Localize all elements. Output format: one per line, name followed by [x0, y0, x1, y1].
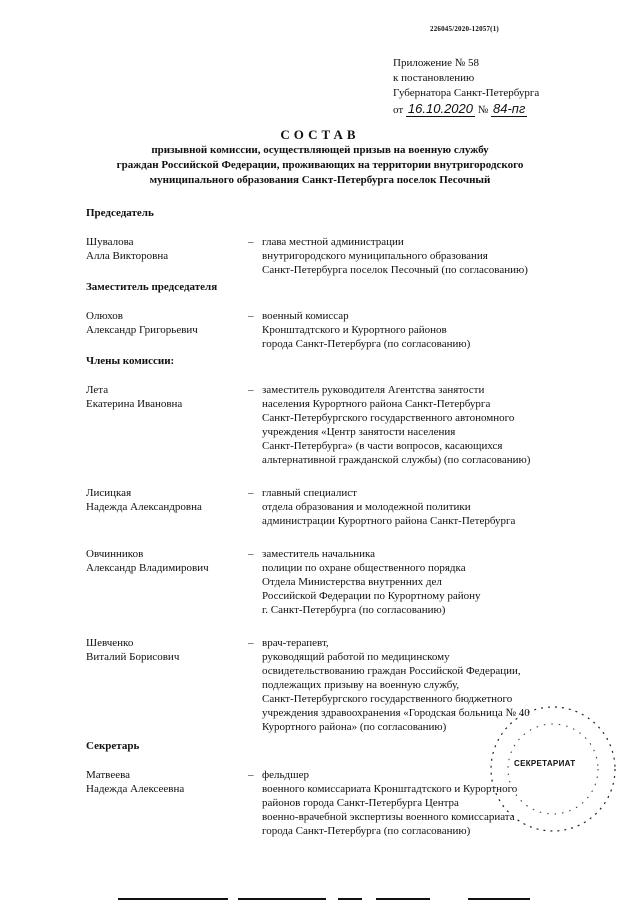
position-line: Санкт-Петербурга» (в части вопросов, касающихся	[262, 440, 503, 452]
person-position	[262, 486, 592, 528]
position-line: Отдела Министерства внутренних дел	[262, 576, 442, 588]
dash: –	[248, 548, 254, 560]
person-given-name: Виталий Борисович	[86, 651, 180, 663]
person-name	[86, 309, 198, 337]
stamp-label: СЕКРЕТАРИАТ	[514, 759, 576, 768]
position-line: Курортного района» (по согласованию)	[262, 721, 447, 733]
document-number: 226045/2020-12057(1)	[430, 25, 499, 33]
person-given-name: Надежда Александровна	[86, 501, 202, 513]
number-prefix: №	[477, 104, 489, 116]
position-line: Кронштадтского и Курортного районов	[262, 324, 447, 336]
person-given-name: Алла Викторовна	[86, 250, 169, 262]
position-line: врач-терапевт,	[262, 637, 329, 649]
appendix-block	[393, 56, 539, 118]
person-surname: Лета	[86, 384, 109, 396]
position-line: заместитель начальника	[262, 548, 376, 560]
position-line: Российской Федерации по Курортному району	[262, 590, 481, 602]
position-line: районов города Санкт-Петербурга Центра	[262, 797, 459, 809]
appendix-line: Губернатора Санкт-Петербурга	[393, 87, 540, 99]
position-line: военного комиссариата Кронштадтского и Курортного	[262, 783, 518, 795]
person-name	[86, 383, 182, 411]
dash: –	[248, 310, 254, 322]
position-line: руководящий работой по медицинскому	[262, 651, 450, 663]
position-line: полиции по охране общественного порядка	[262, 562, 466, 574]
person-name	[86, 235, 168, 263]
footer-rule	[118, 898, 228, 900]
position-line: Санкт-Петербурга поселок Песочный (по согласованию)	[262, 264, 528, 276]
position-line: администрации Курортного района Санкт-Петербурга	[262, 515, 516, 527]
position-line: фельдшер	[262, 769, 309, 781]
footer-rule	[468, 898, 530, 900]
subtitle-line: граждан Российской Федерации, проживающих на территории внутригородского	[116, 159, 524, 171]
position-line: г. Санкт-Петербурга (по согласованию)	[262, 604, 446, 616]
position-line: внутригородского муниципального образования	[262, 250, 488, 262]
subtitle-line: муниципального образования Санкт-Петербурга поселок Песочный	[149, 174, 491, 186]
person-given-name: Екатерина Ивановна	[86, 398, 183, 410]
person-given-name: Надежда Алексеевна	[86, 783, 185, 795]
appendix-line: Приложение № 58	[393, 57, 480, 69]
date-prefix: от	[393, 104, 404, 116]
position-line: военный комиссар	[262, 310, 349, 322]
person-name	[86, 768, 184, 796]
position-line: населения Курортного района Санкт-Петербурга	[262, 398, 491, 410]
position-line: Санкт-Петербургского государственного автономного	[262, 412, 515, 424]
subtitle-line: призывной комиссии, осуществляющей призыв на военную службу	[151, 144, 489, 156]
document-title: СОСТАВ	[280, 127, 360, 142]
position-line: военно-врачебной экспертизы военного комиссариата	[262, 811, 515, 823]
person-surname: Овчинников	[86, 548, 144, 560]
person-surname: Лисицкая	[86, 487, 132, 499]
dash: –	[248, 769, 254, 781]
person-surname: Олюхов	[86, 310, 123, 322]
position-line: альтернативной гражданской службы) (по согласованию)	[262, 454, 531, 466]
position-line: заместитель руководителя Агентства занятости	[262, 384, 485, 396]
person-position	[262, 383, 592, 467]
section-members: Члены комиссии:	[86, 355, 175, 367]
person-name	[86, 486, 202, 514]
footer-rule	[238, 898, 326, 900]
person-given-name: Александр Владимирович	[86, 562, 209, 574]
position-line: учреждения здравоохранения «Городская больница № 40	[262, 707, 530, 719]
document-subtitle	[60, 143, 580, 188]
position-line: города Санкт-Петербурга (по согласованию)	[262, 825, 471, 837]
footer-rule	[376, 898, 430, 900]
section-chairman: Председатель	[86, 207, 154, 219]
person-name	[86, 636, 179, 664]
position-line: главный специалист	[262, 487, 357, 499]
position-line: глава местной администрации	[262, 236, 404, 248]
footer-rule	[338, 898, 362, 900]
person-position	[262, 547, 592, 617]
person-surname: Шувалова	[86, 236, 134, 248]
position-line: освидетельствованию граждан Российской Федерации,	[262, 665, 521, 677]
person-position	[262, 235, 592, 277]
dash: –	[248, 236, 254, 248]
position-line: отдела образования и молодежной политики	[262, 501, 471, 513]
person-given-name: Александр Григорьевич	[86, 324, 198, 336]
dash: –	[248, 637, 254, 649]
appendix-line: к постановлению	[393, 72, 475, 84]
section-secretary: Секретарь	[86, 740, 140, 752]
position-line: учреждения «Центр занятости населения	[262, 426, 456, 438]
section-deputy: Заместитель председателя	[86, 281, 218, 293]
position-line: Санкт-Петербургского государственного бюджетного	[262, 693, 513, 705]
position-line: города Санкт-Петербурга (по согласованию)	[262, 338, 471, 350]
person-surname: Матвеева	[86, 769, 131, 781]
person-surname: Шевченко	[86, 637, 134, 649]
person-name	[86, 547, 209, 575]
appendix-date-line	[393, 101, 539, 118]
number-value: 84-пг	[493, 101, 526, 116]
date-value: 16.10.2020	[407, 101, 473, 116]
dash: –	[248, 384, 254, 396]
dash: –	[248, 487, 254, 499]
position-line: подлежащих призыву на военную службу,	[262, 679, 460, 691]
person-position	[262, 309, 592, 351]
